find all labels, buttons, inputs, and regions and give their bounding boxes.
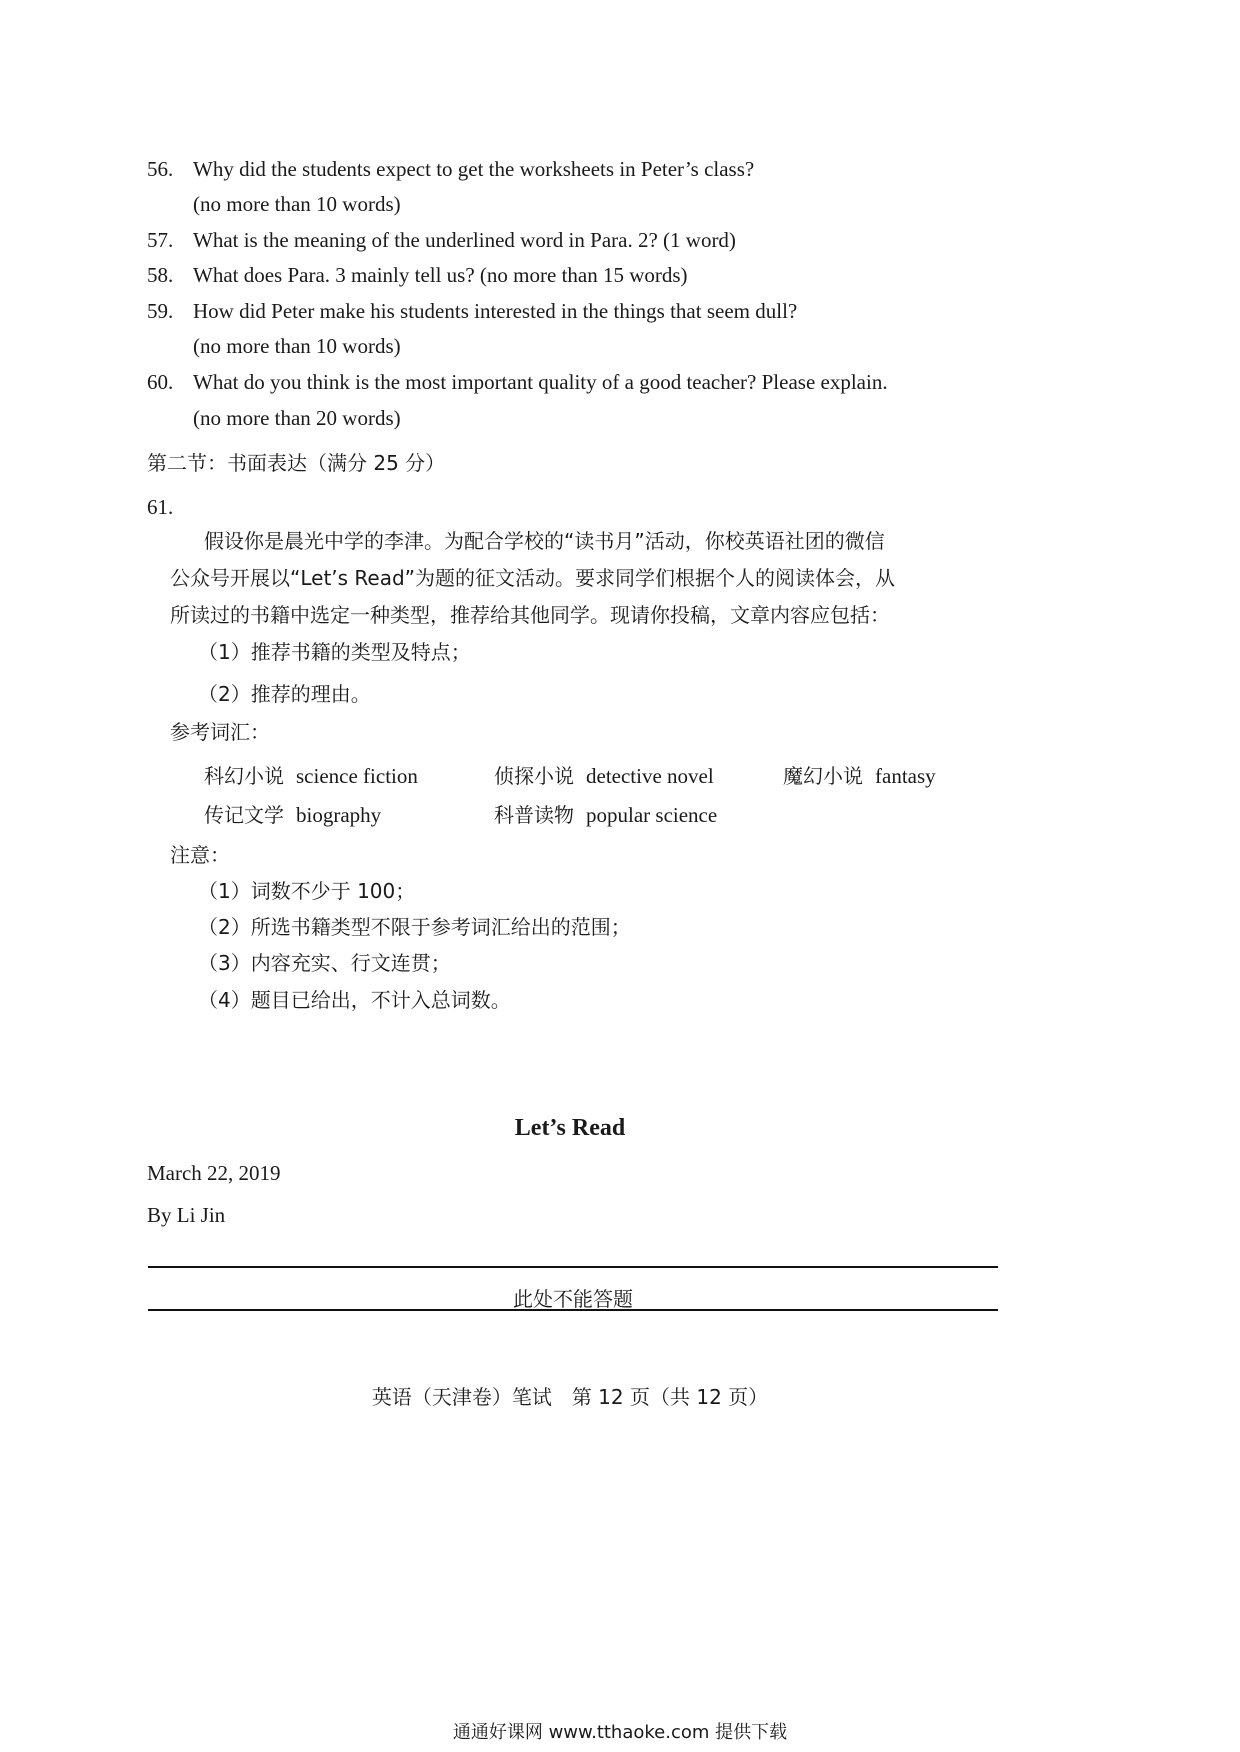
question-number: 58.	[147, 263, 174, 287]
note-3: （3）内容充实、行文连贯；	[198, 951, 451, 975]
no-answer-notice: 此处不能答题	[513, 1287, 633, 1311]
vocab-item-scifi	[204, 760, 418, 789]
question-60	[147, 369, 888, 395]
question-number: 56.	[147, 157, 174, 181]
essay-author: By Li Jin	[147, 1203, 226, 1227]
requirement-1: （1）推荐书籍的类型及特点；	[198, 640, 471, 664]
question-number: 60.	[147, 370, 174, 394]
vocab-cn: 魔幻小说	[783, 764, 863, 788]
prompt-line-3: 所读过的书籍中选定一种类型，推荐给其他同学。现请你投稿，文章内容应包括：	[170, 603, 890, 627]
vocab-cn: 科普读物	[494, 803, 574, 827]
vocab-cn: 传记文学	[204, 803, 284, 827]
vocab-item-detective	[494, 760, 714, 789]
question-number: 59.	[147, 299, 174, 323]
question-59	[147, 298, 797, 324]
notes-heading: 注意：	[170, 843, 230, 867]
question-number: 57.	[147, 228, 174, 252]
vocab-cn: 侦探小说	[494, 764, 574, 788]
vocab-en: popular science	[586, 803, 718, 827]
question-text: Why did the students expect to get the worksheets in Peter’s class?	[193, 157, 755, 181]
page-footer: 英语（天津卷）笔试 第 12 页（共 12 页）	[371, 1385, 769, 1409]
divider-top	[148, 1266, 998, 1268]
essay-date: March 22, 2019	[147, 1161, 281, 1185]
vocab-en: science fiction	[296, 764, 418, 788]
question-text: How did Peter make his students interested in the things that seem dull?	[193, 299, 798, 323]
download-watermark: 通通好课网 www.tthaoke.com 提供下载	[452, 1722, 788, 1743]
vocab-item-popular-science	[494, 799, 717, 828]
question-text: What is the meaning of the underlined word in Para. 2? (1 word)	[193, 228, 736, 252]
prompt-line-2: 公众号开展以“Let’s Read”为题的征文活动。要求同学们根据个人的阅读体会，从	[170, 566, 896, 590]
note-2: （2）所选书籍类型不限于参考词汇给出的范围；	[198, 915, 631, 939]
note-1: （1）词数不少于 100；	[198, 879, 416, 903]
question-text: What do you think is the most important quality of a good teacher? Please explain.	[193, 370, 888, 394]
essay-title: Let’s Read	[514, 1115, 626, 1141]
prompt-line-1: 假设你是晨光中学的李津。为配合学校的“读书月”活动，你校英语社团的微信	[204, 529, 885, 553]
section-heading: 第二节：书面表达（满分 25 分）	[147, 451, 446, 475]
vocab-en: fantasy	[875, 764, 936, 788]
note-4: （4）题目已给出，不计入总词数。	[198, 988, 511, 1012]
question-59-limit: (no more than 10 words)	[193, 334, 401, 358]
vocab-item-fantasy	[783, 760, 936, 789]
vocab-en: biography	[296, 803, 382, 827]
question-60-limit: (no more than 20 words)	[193, 406, 401, 430]
task-number: 61.	[147, 495, 174, 519]
requirement-2: （2）推荐的理由。	[198, 682, 371, 706]
vocab-cn: 科幻小说	[204, 764, 284, 788]
vocab-heading: 参考词汇：	[170, 720, 270, 744]
question-56	[147, 156, 754, 182]
question-58	[147, 262, 688, 288]
question-56-limit: (no more than 10 words)	[193, 192, 401, 216]
vocab-en: detective novel	[586, 764, 714, 788]
question-text: What does Para. 3 mainly tell us? (no more than 15 words)	[193, 263, 688, 287]
question-57	[147, 227, 736, 253]
divider-bottom	[148, 1309, 998, 1311]
vocab-item-biography	[204, 799, 381, 828]
